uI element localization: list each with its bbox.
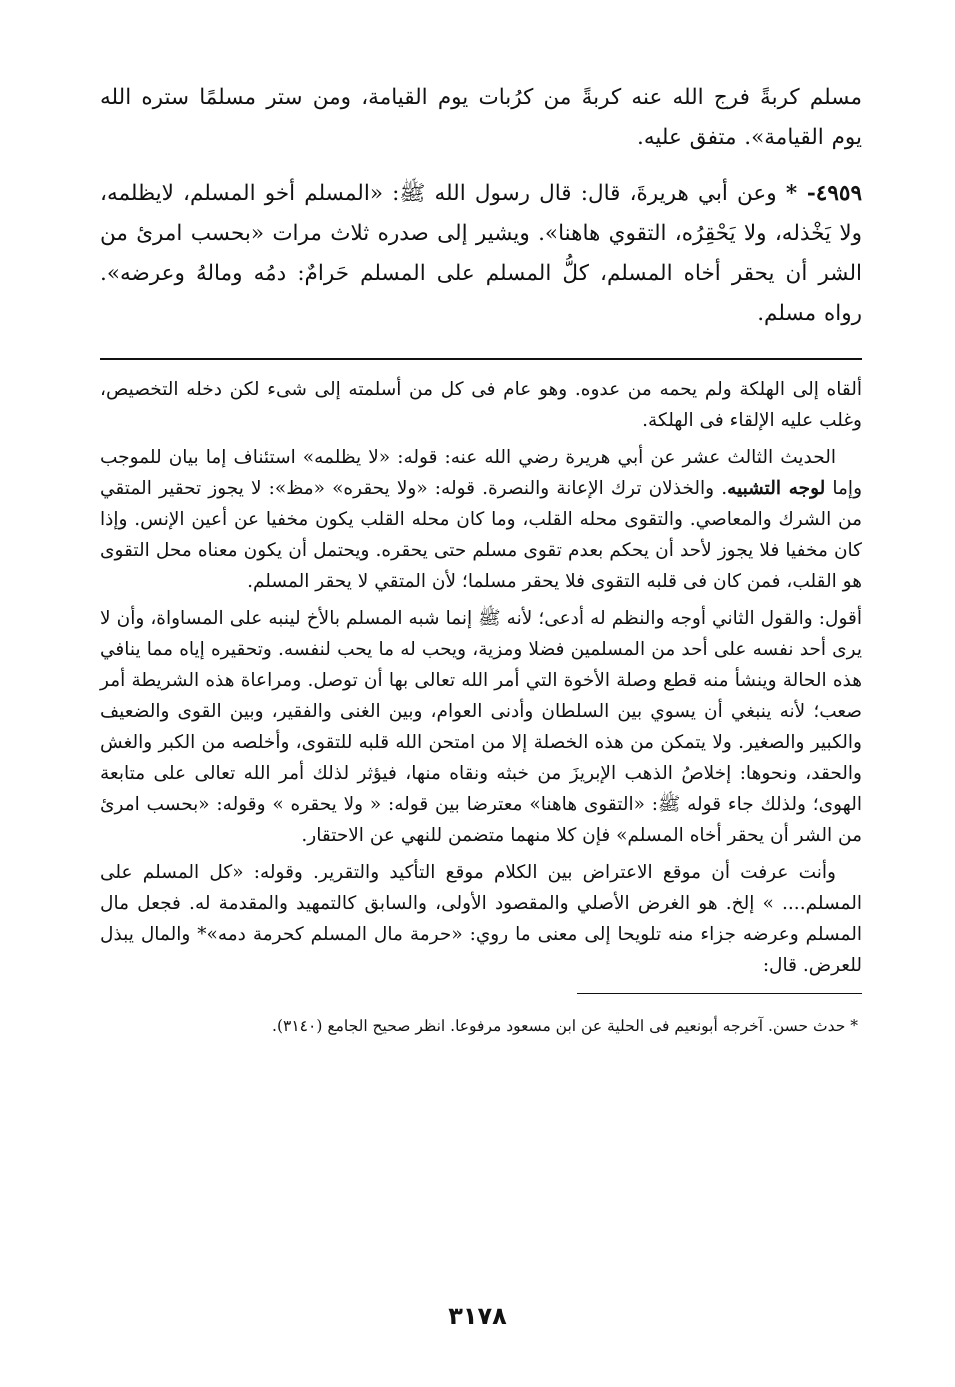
footnote: * حدث حسن. آخرجه أبونعيم فى الحلية عن ابن مسعود مرفوعا. انظر صحيح الجامع (٣١٤٠). — [272, 1017, 858, 1035]
main-paragraph-hadith — [100, 174, 862, 334]
commentary-section — [100, 374, 862, 981]
footnote-divider — [577, 993, 862, 994]
hadith-text: وعن أبي هريرةَ، قال: قال رسول الله ﷺ: «المسلم أخو المسلم، لايظلمه، ولا يَخْذله، ولا يَحْقِرُه، التقوي هاهنا». ويشير إلى صدره ثلاث مرات «بحسب امرئ من الشر أن يحقر أخاه المسلم، كلُّ المسلم على المسلم حَرامٌ: دمُه ومالهُ وعرضه». رواه مسلم. — [100, 181, 862, 326]
main-commentary-divider — [100, 358, 862, 360]
commentary-p2-bold: لوجه التشبيه — [727, 478, 826, 499]
page-body — [100, 78, 862, 1038]
main-paragraph-1: مسلم كربةً فرج الله عنه كربةً من كرُبات يوم القيامة، ومن ستر مسلمًا ستره الله يوم القيامة». متفق عليه. — [100, 85, 862, 150]
commentary-p2-part-b: . والخذلان ترك الإعانة والنصرة. قوله: «ولا يحقره» «مظ»: لا يجوز تحقير المتقي من الشرك والمعاصي. والتقوى محله القلب، وما كان محله القلب يكون مخفيا عن أعين الإنس. وإذا كان مخفيا فلا يجوز لأحد أن يحكم بعدم تقوى مسلم حتى يحقره. ويحتمل أن يكون معناه محل التقوى هو القلب، فمن كان فى قلبه التقوى فلا يحقر مسلما؛ لأن المتقي لا يحقر المسلم. — [100, 478, 862, 592]
commentary-paragraph-1: ألقاه إلى الهلكة ولم يحمه من عدوه. وهو عام فى كل من أسلمته إلى شىء لكن دخله التخصيص، وغلب عليه الإلقاء فى الهلكة. — [100, 379, 862, 431]
page-number: ٣١٧٨ — [448, 1302, 507, 1330]
hadith-number: ٤٩٥٩- * — [785, 181, 862, 206]
commentary-paragraph-2 — [100, 442, 862, 597]
commentary-paragraph-3: أقول: والقول الثاني أوجه والنظم له أدعى؛ لأنه ﷺ إنما شبه المسلم بالأخ لينبه على المساواة، وأن لا يرى أحد نفسه على أحد من المسلمين فضلا ومزية، ويحب له ما يحب لنفسه. وتحقيره إياه مما ينافي هذه الحالة وينشأ منه قطع وصلة الأخوة التي أمر الله تعالى بها أن توصل. ومراعاة هذه الشريطة أمر صعب؛ لأنه ينبغي أن يسوي بين السلطان وأدنى العوام، وبين الغنى والفقير، وبين القوى والضعيف والكبير والصغير. ولا يتمكن من هذه الخصلة إلا من امتحن الله قلبه للتقوى، وأخلصه من الكبر والغش والحقد، ونحوها: إخلاصُ الذهب الإبريزَ من خبثه ونقاه منها، فيؤثر لذلك أمر الله تعالى على متابعة الهوى؛ ولذلك جاء قوله ﷺ: «التقوى هاهنا» معترضا بين قوله: « ولا يحقره » وقوله: «بحسب امرئ من الشر أن يحقر أخاه المسلم» فإن كلا منهما متضمن للنهي عن الاحتقار. — [100, 608, 862, 846]
main-text — [100, 78, 862, 334]
commentary-paragraph-4: وأنت عرفت أن موقع الاعتراض بين الكلام موقع التأكيد والتقرير. وقوله: «كل المسلم على المسلم.... » إلخ. هو الغرض الأصلي والمقصود الأولى، والسابق كالتمهيد والمقدمة له. فجعل مال المسلم وعرضه جزاء منه تلويحا إلى معنى ما روي: «حرمة مال المسلم كحرمة دمه»* والمال يبذل للعرض. قال: — [100, 862, 862, 976]
commentary-p2-part-a: الحديث الثالث عشر عن أبي هريرة رضي الله عنه: قوله: «لا يظلمه» استئناف إما بيان للموجب وإما — [100, 447, 862, 499]
